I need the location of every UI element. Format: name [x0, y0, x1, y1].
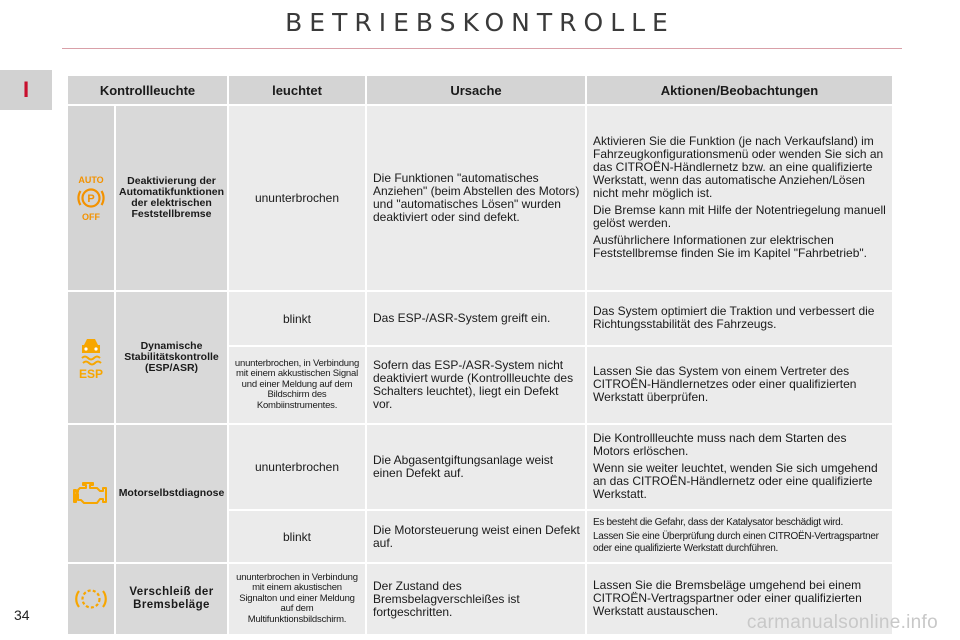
esp-skid-icon	[74, 336, 108, 380]
action-text: Das System optimiert die Traktion und verbessert die Richtungsstabilität des Fahrzeugs.	[593, 303, 875, 331]
auto-park-brake-off-icon	[73, 174, 109, 222]
page-number: 34	[14, 607, 30, 623]
action-text: Lassen Sie das System von einem Vertreter des CITROËN-Händlernetzes oder einer qualifizierten Werkstatt überprüfen.	[593, 363, 857, 404]
title-divider	[62, 48, 902, 49]
action-cell	[586, 510, 893, 563]
table-row	[67, 424, 893, 510]
header-kontrollleuchte: Kontrollleuchte	[67, 75, 228, 105]
header-leuchtet: leuchtet	[228, 75, 366, 105]
cause-text: Das ESP-/ASR-System greift ein.	[366, 291, 586, 346]
lit-state: ununterbrochen	[228, 424, 366, 510]
section-tab[interactable]: I	[0, 70, 52, 110]
header-aktionen: Aktionen/Beobachtungen	[586, 75, 893, 105]
header-ursache: Ursache	[366, 75, 586, 105]
action-cell	[586, 424, 893, 510]
table-header-row	[67, 75, 893, 105]
table-row	[67, 105, 893, 291]
table-row	[67, 291, 893, 346]
lit-state: blinkt	[228, 291, 366, 346]
cause-text: Die Abgasentgiftungsanlage weist einen Defekt auf.	[366, 424, 586, 510]
action-text: Lassen Sie eine Überprüfung durch einen CITROËN-Vertragspartner oder eine qualifizierte Werkstatt durchführen.	[593, 531, 879, 554]
light-name: Dynamische Stabilitätskontrolle (ESP/ASR)	[115, 291, 228, 424]
lit-state: blinkt	[228, 510, 366, 563]
icon-cell	[67, 424, 115, 563]
light-name: Deaktivierung der Automatikfunktionen der elektrischen Feststellbremse	[115, 105, 228, 291]
action-cell	[586, 105, 893, 291]
watermark: carmanualsonline.info	[746, 612, 938, 633]
icon-cell	[67, 291, 115, 424]
action-text: Die Kontrollleuchte muss nach dem Starten des Motors erlöschen.	[593, 430, 847, 458]
icon-auto-label: AUTO	[78, 175, 104, 185]
lit-state: ununterbrochen, in Verbindung mit einem akkustischen Signal und einer Meldung auf dem Bildschirm des Kombiinstrumentes.	[228, 346, 366, 424]
svg-text:P: P	[87, 193, 95, 205]
page-title: BETRIEBSKONTROLLE	[285, 8, 675, 37]
warning-light-table	[66, 74, 894, 636]
cause-text: Die Motorsteuerung weist einen Defekt auf.	[366, 510, 586, 563]
action-text: Aktivieren Sie die Funktion (je nach Verkaufsland) im Fahrzeugkonfigurationsmenü oder wenden Sie sich an das CITROËN-Händlernetz bzw. an eine qualifizierte Werkstatt, wenn das automatische Anziehen/Lösen nicht mehr möglich ist.	[593, 133, 884, 200]
icon-cell	[67, 563, 115, 635]
light-name: Verschleiß der Bremsbeläge	[115, 563, 228, 635]
cause-text: Die Funktionen "automatisches Anziehen" (beim Abstellen des Motors) und "automatisches Lösen" wurden deaktiviert oder sind defekt.	[366, 105, 586, 291]
icon-off-label: OFF	[82, 212, 100, 222]
action-text: Die Bremse kann mit Hilfe der Notentriegelung manuell gelöst werden.	[593, 202, 886, 230]
cause-text: Der Zustand des Bremsbelagverschleißes ist fortgeschritten.	[366, 563, 586, 635]
brake-pad-wear-icon	[74, 584, 108, 614]
action-text: Es besteht die Gefahr, dass der Katalysator beschädigt wird.	[593, 516, 843, 528]
lit-state: ununterbrochen in Verbindung mit einem akustischen Signalton und einer Meldung auf dem Multifunktionsbildschirm.	[228, 563, 366, 635]
cause-text: Sofern das ESP-/ASR-System nicht deaktiviert wurde (Kontrollleuchte des Schalters leuchtet), liegt ein Defekt vor.	[366, 346, 586, 424]
action-cell	[586, 291, 893, 346]
light-name: Motorselbstdiagnose	[115, 424, 228, 563]
lit-state: ununterbrochen	[228, 105, 366, 291]
engine-icon	[73, 479, 109, 509]
action-text: Lassen Sie die Bremsbeläge umgehend bei einem CITROËN-Vertragspartner oder einer qualifizierten Werkstatt austauschen.	[593, 577, 862, 618]
icon-cell	[67, 105, 115, 291]
action-cell	[586, 346, 893, 424]
action-text: Ausführlichere Informationen zur elektrischen Feststellbremse finden Sie im Kapitel "Fahrbetrieb".	[593, 232, 867, 260]
action-text: Wenn sie weiter leuchtet, wenden Sie sich umgehend an das CITROËN-Händlernetz oder eine qualifizierte Werkstatt.	[593, 460, 878, 501]
icon-esp-label: ESP	[78, 366, 104, 380]
